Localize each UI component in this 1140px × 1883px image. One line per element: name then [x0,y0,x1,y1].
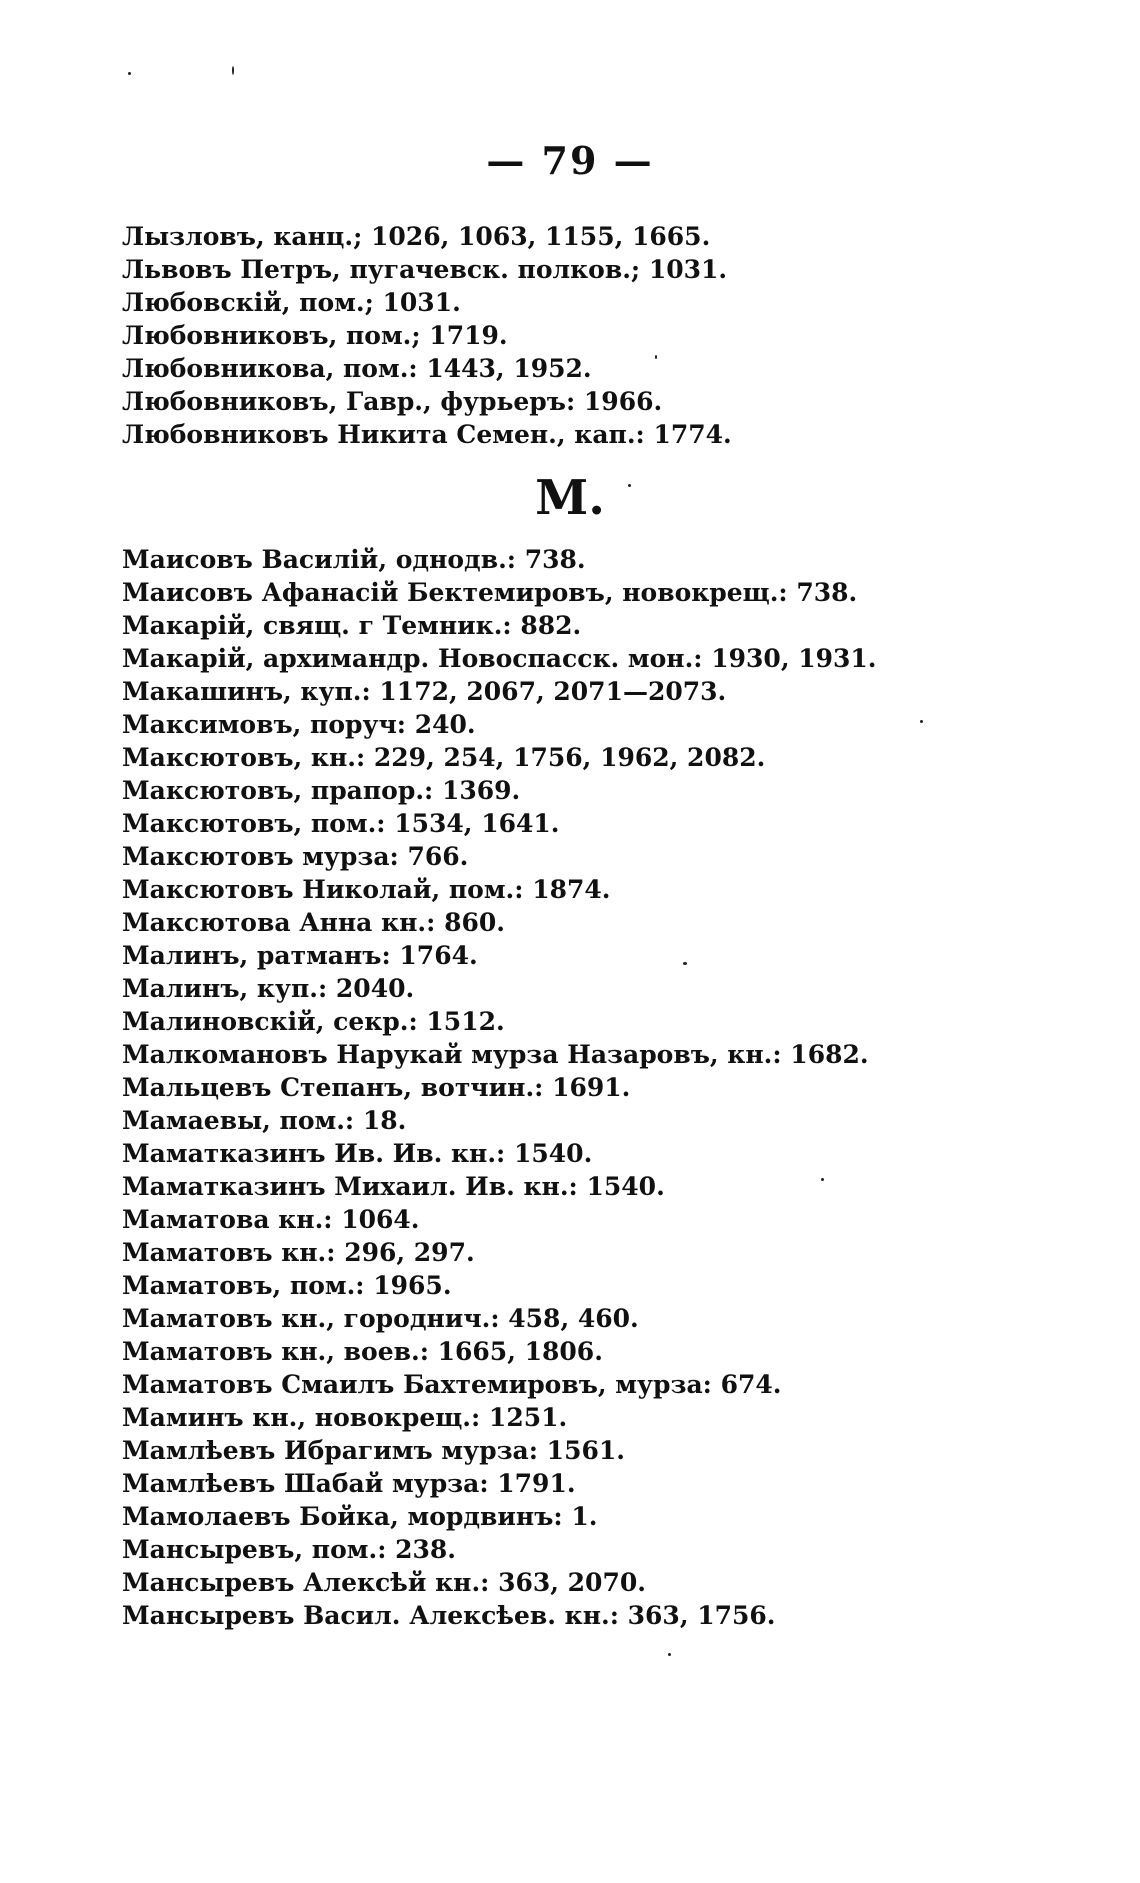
scan-speck [683,962,687,965]
index-entry: Малинъ, куп.: 2040. [122,974,415,1003]
scan-speck [128,72,131,75]
index-section-l [122,220,1082,451]
index-entry: Любовниковъ, пом.; 1719. [122,321,508,350]
page-number: — 79 — [486,138,654,183]
index-entry: Мамолаевъ Бойка, мордвинъ: 1. [122,1502,598,1531]
index-entry: Маматовъ Смаилъ Бахтемировъ, мурза: 674. [122,1370,782,1399]
scan-speck [232,66,234,75]
index-entry: Мамлѣевъ Ибрагимъ мурза: 1561. [122,1436,625,1465]
index-entry: Макарій, свящ. г Темник.: 882. [122,611,582,640]
index-entry: Маматовъ, пом.: 1965. [122,1271,452,1300]
index-entry: Мансыревъ Васил. Алексѣев. кн.: 363, 1756. [122,1601,776,1630]
index-entry: Мансыревъ Алексѣй кн.: 363, 2070. [122,1568,646,1597]
index-entry: Любовникова, пом.: 1443, 1952. [122,354,592,383]
index-entry: Максютовъ, пом.: 1534, 1641. [122,809,560,838]
index-entry: Маматова кн.: 1064. [122,1205,420,1234]
index-entry: Мальцевъ Степанъ, вотчин.: 1691. [122,1073,631,1102]
index-entry: Любовниковъ, Гавр., фурьеръ: 1966. [122,387,663,416]
index-entry: Маминъ кн., новокрещ.: 1251. [122,1403,568,1432]
index-entry: Макарій, архимандр. Новоспасск. мон.: 1930, 1931. [122,644,877,673]
index-entry: Максютова Анна кн.: 860. [122,908,505,937]
index-entry: Лызловъ, канц.; 1026, 1063, 1155, 1665. [122,222,711,251]
index-entry: Максютовъ мурза: 766. [122,842,469,871]
index-section-m [122,543,1082,1632]
index-entry: Маматовъ кн., городнич.: 458, 460. [122,1304,639,1333]
index-entry: Максютовъ, кн.: 229, 254, 1756, 1962, 2082. [122,743,766,772]
index-entry: Макашинъ, куп.: 1172, 2067, 2071—2073. [122,677,727,706]
index-entry: Мамлѣевъ Шабай мурза: 1791. [122,1469,576,1498]
scan-speck [655,355,657,359]
index-entry: Мамаевы, пом.: 18. [122,1106,407,1135]
index-entry: Любовниковъ Никита Семен., кап.: 1774. [122,420,732,449]
index-entry: Мансыревъ, пом.: 238. [122,1535,457,1564]
index-entry: Львовъ Петръ, пугачевск. полков.; 1031. [122,255,728,284]
index-entry: Маисовъ Василій, однодв.: 738. [122,545,586,574]
index-entry: Любовскій, пом.; 1031. [122,288,461,317]
scan-speck [920,720,923,723]
index-entry: Максимовъ, поруч: 240. [122,710,476,739]
index-entry: Малиновскій, секр.: 1512. [122,1007,505,1036]
index-entry: Маисовъ Афанасій Бектемировъ, новокрещ.: 738. [122,578,858,607]
index-entry: Маматовъ кн.: 296, 297. [122,1238,475,1267]
index-entry: Маматказинъ Ив. Ив. кн.: 1540. [122,1139,593,1168]
scan-speck [628,484,631,487]
index-entry: Максютовъ, прапор.: 1369. [122,776,521,805]
scan-speck [821,1178,824,1181]
section-heading: М. [535,470,605,526]
index-entry: Максютовъ Николай, пом.: 1874. [122,875,611,904]
index-entry: Малкомановъ Нарукай мурза Назаровъ, кн.: 1682. [122,1040,869,1069]
scan-speck [668,1653,671,1656]
index-entry: Малинъ, ратманъ: 1764. [122,941,478,970]
index-entry: Маматказинъ Михаил. Ив. кн.: 1540. [122,1172,665,1201]
index-entry: Маматовъ кн., воев.: 1665, 1806. [122,1337,603,1366]
